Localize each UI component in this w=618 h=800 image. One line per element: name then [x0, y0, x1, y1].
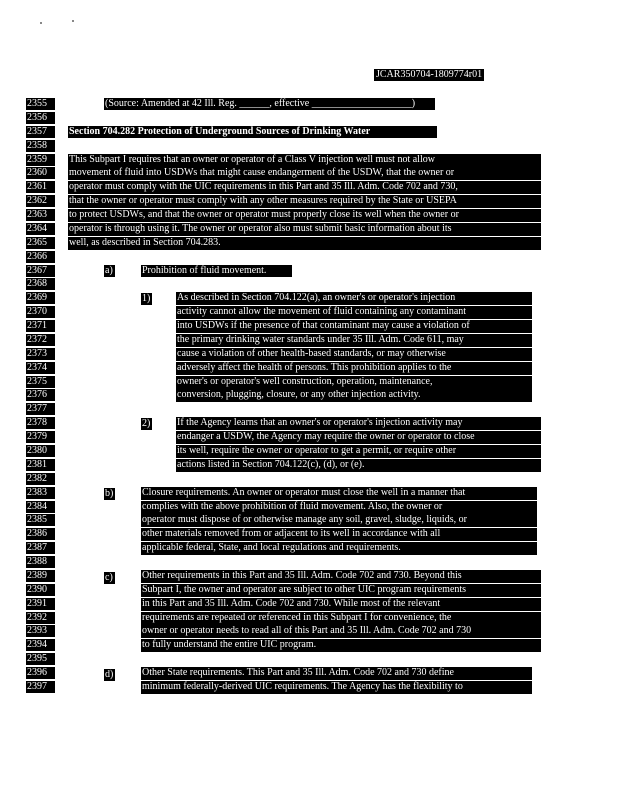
section-title: Section 704.282 Protection of Underground Sources of Drinking Water: [68, 126, 437, 138]
text-line: well, as described in Section 704.283.: [68, 237, 541, 250]
text-line: applicable federal, State, and local regulations and requirements.: [141, 542, 537, 555]
subsection-d-label: d): [105, 669, 114, 680]
line-number: 2381: [26, 459, 55, 471]
line-number: 2391: [26, 598, 55, 610]
text-line: in this Part and 35 Ill. Adm. Code 702 and 730. While most of the relevant: [141, 598, 541, 611]
text-line: owner's or operator's well construction, operation, maintenance,: [176, 376, 532, 389]
line-number: 2376: [26, 389, 55, 401]
text-line: This Subpart I requires that an owner or operator of a Class V injection well must not allow: [68, 154, 541, 167]
line-number: 2382: [26, 473, 55, 485]
line-number: 2395: [26, 653, 55, 665]
line-number: 2378: [26, 417, 55, 429]
text-line: adversely affect the health of persons. This prohibition applies to the: [176, 362, 532, 375]
line-number: 2392: [26, 612, 55, 624]
line-number: 2385: [26, 514, 55, 526]
line-number: 2370: [26, 306, 55, 318]
text-line: endanger a USDW, the Agency may require the owner or operator to close: [176, 431, 541, 444]
text-line: cause a violation of other health-based standards, or may otherwise: [176, 348, 532, 361]
line-number: 2396: [26, 667, 55, 679]
line-number: 2390: [26, 584, 55, 596]
line-number: 2360: [26, 167, 55, 179]
line-number: 2389: [26, 570, 55, 582]
line-number: 2383: [26, 487, 55, 499]
subsection-b-label: b): [105, 488, 114, 499]
line-number: 2367: [26, 265, 55, 277]
line-number: 2361: [26, 181, 55, 193]
subsection-a-label: a): [104, 265, 115, 277]
text-line: operator must dispose of or otherwise manage any soil, gravel, sludge, liquids, or: [141, 514, 537, 527]
line-number: 2363: [26, 209, 55, 221]
text-line: Subpart I, the owner and operator are subject to other UIC program requirements: [141, 584, 541, 597]
line-number: 2371: [26, 320, 55, 332]
text-line: to protect USDWs, and that the owner or operator must properly close its well when the owner or: [68, 209, 541, 222]
subsection-c-label: c): [104, 572, 115, 584]
scan-speck: [72, 20, 74, 22]
line-number: 2364: [26, 223, 55, 235]
line-number: 2387: [26, 542, 55, 554]
line-number: 2366: [26, 251, 55, 263]
text-line: As described in Section 704.122(a), an owner's or operator's injection: [176, 292, 532, 305]
line-number: 2368: [26, 278, 55, 290]
scan-speck: [40, 22, 42, 24]
text-line: owner or operator needs to read all of this Part and 35 Ill. Adm. Code 702 and 730: [141, 625, 541, 638]
line-number: 2359: [26, 154, 55, 166]
line-number: 2380: [26, 445, 55, 457]
line-number: 2374: [26, 362, 55, 374]
line-number: 2362: [26, 195, 55, 207]
line-number: 2375: [26, 376, 55, 388]
line-number: 2377: [26, 403, 55, 415]
line-number: 2355: [26, 98, 55, 110]
text-line: into USDWs if the presence of that contaminant may cause a violation of: [176, 320, 532, 333]
text-line: that the owner or operator must comply with any other measures required by the State or USEPA: [68, 195, 541, 208]
item-a2-label: 2): [142, 418, 151, 429]
text-line: other materials removed from or adjacent to its well in accordance with all: [141, 528, 537, 541]
line-number: 2384: [26, 501, 55, 513]
line-number: 2356: [26, 112, 55, 124]
text-line: Other State requirements. This Part and 35 Ill. Adm. Code 702 and 730 define: [141, 667, 532, 680]
text-line: Other requirements in this Part and 35 Ill. Adm. Code 702 and 730. Beyond this: [141, 570, 541, 583]
line-number: 2369: [26, 292, 55, 304]
text-line: conversion, plugging, closure, or any other injection activity.: [176, 389, 532, 402]
text-line: operator must comply with the UIC requirements in this Part and 35 Ill. Adm. Code 702 and 730,: [68, 181, 541, 194]
text-line: the primary drinking water standards under 35 Ill. Adm. Code 611, may: [176, 334, 532, 347]
text-line: minimum federally-derived UIC requirements. The Agency has the flexibility to: [141, 681, 532, 694]
line-number: 2373: [26, 348, 55, 360]
line-number: 2393: [26, 625, 55, 637]
subsection-a-heading: Prohibition of fluid movement.: [141, 265, 292, 277]
line-number: 2365: [26, 237, 55, 249]
text-line: operator is through using it. The owner or operator also must submit basic information about its: [68, 223, 541, 236]
text-line: activity cannot allow the movement of fluid containing any contaminant: [176, 306, 532, 319]
line-number: 2358: [26, 140, 55, 152]
line-number: 2388: [26, 556, 55, 568]
line-number: 2386: [26, 528, 55, 540]
line-number: 2372: [26, 334, 55, 346]
line-number: 2394: [26, 639, 55, 651]
line-number: 2397: [26, 681, 55, 693]
text-line: If the Agency learns that an owner's or operator's injection activity may: [176, 417, 541, 430]
document-id: JCAR350704-1809774r01: [376, 69, 483, 80]
text-line: complies with the above prohibition of fluid movement. Also, the owner or: [141, 501, 537, 514]
item-a1-label: 1): [142, 293, 151, 304]
text-line: actions listed in Section 704.122(c), (d), or (e).: [176, 459, 541, 472]
text-line: to fully understand the entire UIC program.: [141, 639, 541, 652]
text-line: its well, require the owner or operator to get a permit, or require other: [176, 445, 541, 458]
text-line: Closure requirements. An owner or operator must close the well in a manner that: [141, 487, 537, 500]
source-line: (Source: Amended at 42 Ill. Reg. ______, effective ____________________): [104, 98, 435, 110]
text-line: requirements are repeated or referenced in this Subpart I for convenience, the: [141, 612, 541, 625]
line-number: 2379: [26, 431, 55, 443]
text-line: movement of fluid into USDWs that might cause endangerment of the USDW, that the owner or: [68, 167, 541, 180]
line-number: 2357: [26, 126, 55, 138]
